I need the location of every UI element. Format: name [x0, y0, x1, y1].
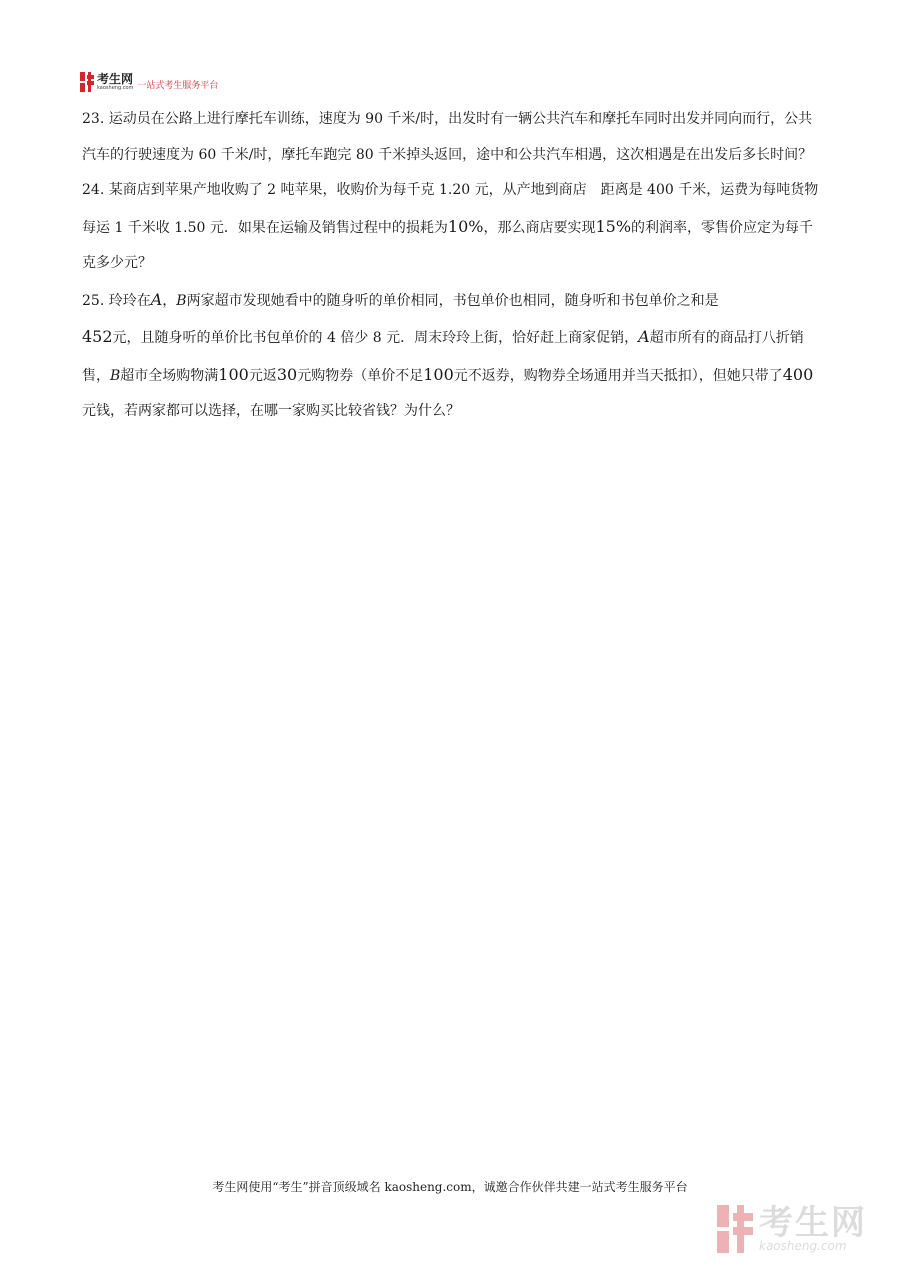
logo-name: 考生网	[97, 72, 134, 86]
watermark	[717, 1205, 867, 1253]
question-23: 23. 运动员在公路上进行摩托车训练，速度为 90 千米/时，出发时有一辆公共汽车和摩托车同时出发并同向而行，公共汽车的行驶速度为 60 千米/时，摩托车跑完 80 千米掉头返回，途中和公共汽车相遇，这次相遇是在出发后多长时间？	[82, 111, 813, 163]
kaosheng-logo-icon	[80, 72, 94, 92]
watermark-name: 考生网	[759, 1203, 867, 1243]
watermark-domain: kaosheng.com	[759, 1239, 847, 1253]
header-slogan: 一站式考生服务平台	[137, 80, 219, 91]
percent-15: 15%	[595, 216, 632, 236]
question-24: 24. 某商店到苹果产地收购了 2 吨苹果，收购价为每千克 1.20 元，从产地到商店 距离是 400 千米，运费为每吨货物每运 1 千米收 1.50 元．如果在运输及销售过程中的损耗为10%，那么商店要实现15%的利润率，零售价应定为每千克多少元？	[82, 182, 819, 271]
footer-text: 考生网使用“考生”拼音顶级域名 kaosheng.com，诚邀合作伙伴共建一站式考生服务平台	[212, 1180, 688, 1194]
watermark-logo-icon	[717, 1205, 753, 1253]
logo-domain: kaosheng.com	[97, 85, 134, 91]
question-list	[82, 102, 822, 430]
percent-10: 10%	[447, 216, 484, 236]
header-logo	[80, 70, 218, 94]
question-25: 25. 玲玲在A，B两家超市发现她看中的随身听的单价相同，书包单价也相同，随身听和书包单价之和是 452元，且随身听的单价比书包单价的 4 倍少 8 元．周末玲玲上街，恰好赶上商家促销，A超市所有的商品打八折销售，B超市全场购物满100元返30元购物券（单价不足100元不返券，购物券全场通用并当天抵扣），但她只带了400元钱，若两家都可以选择，在哪一家购买比较省钱？为什么？	[82, 289, 814, 419]
